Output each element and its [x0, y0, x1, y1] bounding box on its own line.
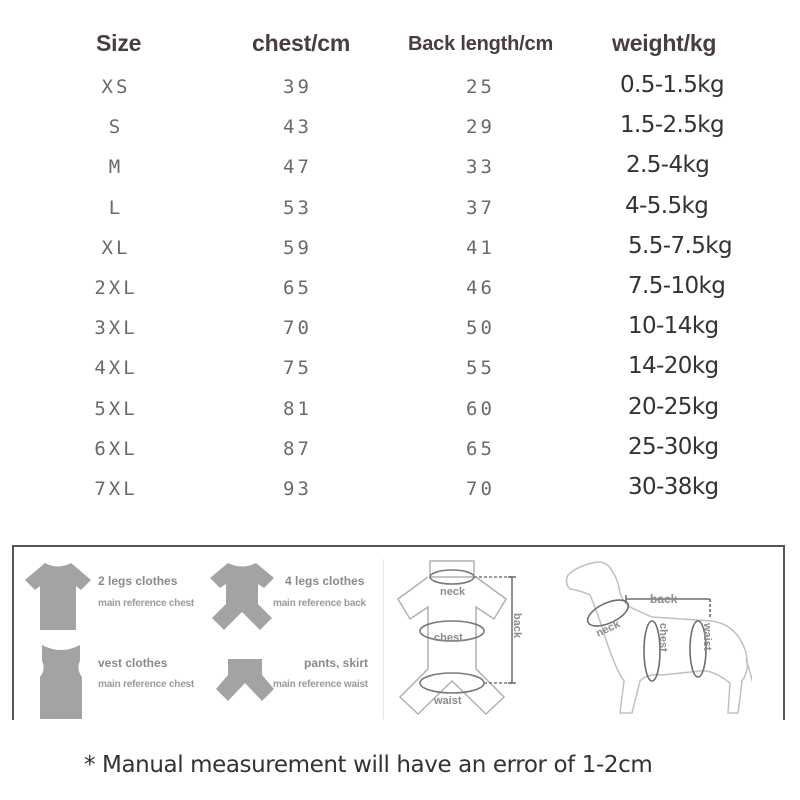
garment-title-2-legs: 2 legs clothes [98, 574, 178, 588]
cell-chest: 81 [283, 397, 312, 420]
garment-title-vest: vest clothes [98, 656, 168, 670]
cell-back-length: 25 [466, 76, 495, 98]
tshirt-icon [23, 560, 93, 632]
garment-label-back: back [511, 613, 523, 639]
header-size: Size [96, 30, 142, 56]
cell-weight: 30-38kg [628, 474, 719, 500]
cell-size: 5XL [94, 397, 138, 420]
cell-back-length: 55 [466, 357, 495, 380]
jumpsuit-icon [208, 560, 276, 632]
cell-back-length: 70 [466, 478, 495, 500]
cell-size: L [108, 196, 124, 219]
cell-size: 3XL [94, 317, 138, 340]
garment-label-neck: neck [440, 586, 466, 598]
cell-weight: 14-20kg [628, 353, 719, 380]
cell-weight: 5.5-7.5kg [628, 232, 732, 259]
divider [383, 559, 384, 719]
cell-size: XL [101, 236, 131, 259]
cell-weight: 7.5-10kg [628, 273, 726, 299]
cell-size: M [108, 156, 124, 179]
cell-chest: 75 [283, 357, 312, 380]
garment-label-waist: waist [434, 695, 462, 707]
cell-weight: 2.5-4kg [626, 152, 710, 179]
table-row [0, 152, 800, 196]
table-row [0, 393, 800, 438]
cell-weight: 20-25kg [628, 393, 719, 420]
cell-weight: 1.5-2.5kg [620, 112, 724, 139]
measurement-guide [12, 545, 785, 720]
table-row [0, 353, 800, 397]
cell-back-length: 50 [466, 317, 495, 340]
table-row [0, 112, 800, 156]
header-chest: chest/cm [252, 30, 351, 56]
table-row [0, 192, 800, 237]
cell-size: XS [101, 76, 131, 98]
garment-subtitle-4-legs: main reference back [273, 598, 366, 609]
table-row [0, 273, 800, 317]
cell-weight: 4-5.5kg [625, 192, 709, 219]
cell-chest: 39 [283, 76, 312, 98]
cell-weight: 0.5-1.5kg [620, 72, 724, 98]
cell-size: 7XL [94, 478, 138, 500]
cell-back-length: 29 [466, 116, 495, 139]
cell-chest: 59 [283, 236, 312, 259]
dog-measurement-diagram [562, 553, 752, 721]
garment-label-chest: chest [434, 632, 463, 644]
cell-back-length: 41 [466, 236, 495, 259]
dog-label-chest: chest [657, 623, 669, 652]
garment-subtitle-vest: main reference chest [98, 679, 195, 690]
vest-icon [36, 643, 86, 719]
garment-subtitle-pants: main reference waist [273, 679, 368, 690]
garment-subtitle-2-legs: main reference chest [98, 598, 195, 609]
cell-chest: 93 [283, 478, 312, 500]
cell-chest: 87 [283, 437, 312, 460]
cell-back-length: 60 [466, 397, 495, 420]
cell-chest: 70 [283, 317, 312, 340]
table-row [0, 474, 800, 518]
cell-chest: 65 [283, 277, 312, 299]
cell-size: S [108, 116, 124, 139]
header-weight: weight/kg [612, 30, 717, 56]
cell-back-length: 37 [466, 196, 495, 219]
cell-weight: 25-30kg [628, 433, 719, 460]
cell-chest: 53 [283, 196, 312, 219]
cell-back-length: 46 [466, 277, 495, 299]
garment-title-4-legs: 4 legs clothes [285, 574, 365, 588]
dog-label-back: back [650, 592, 678, 606]
table-row [0, 232, 800, 277]
cell-weight: 10-14kg [628, 313, 719, 340]
pants-icon [214, 657, 276, 709]
cell-size: 6XL [94, 437, 138, 460]
cell-back-length: 33 [466, 156, 495, 179]
table-row [0, 433, 800, 478]
garment-measurement-diagram [388, 549, 538, 719]
cell-size: 4XL [94, 357, 138, 380]
cell-back-length: 65 [466, 437, 495, 460]
cell-size: 2XL [94, 277, 138, 299]
table-row [0, 313, 800, 357]
cell-chest: 43 [283, 116, 312, 139]
dog-label-waist: waist [701, 623, 713, 651]
dog-label-neck: neck [594, 618, 622, 640]
header-back-length: Back length/cm [408, 33, 554, 55]
table-row [0, 72, 800, 116]
measurement-note: * Manual measurement will have an error of 1-2cm [84, 752, 653, 778]
garment-title-pants: pants, skirt [304, 656, 369, 670]
cell-chest: 47 [283, 156, 312, 179]
